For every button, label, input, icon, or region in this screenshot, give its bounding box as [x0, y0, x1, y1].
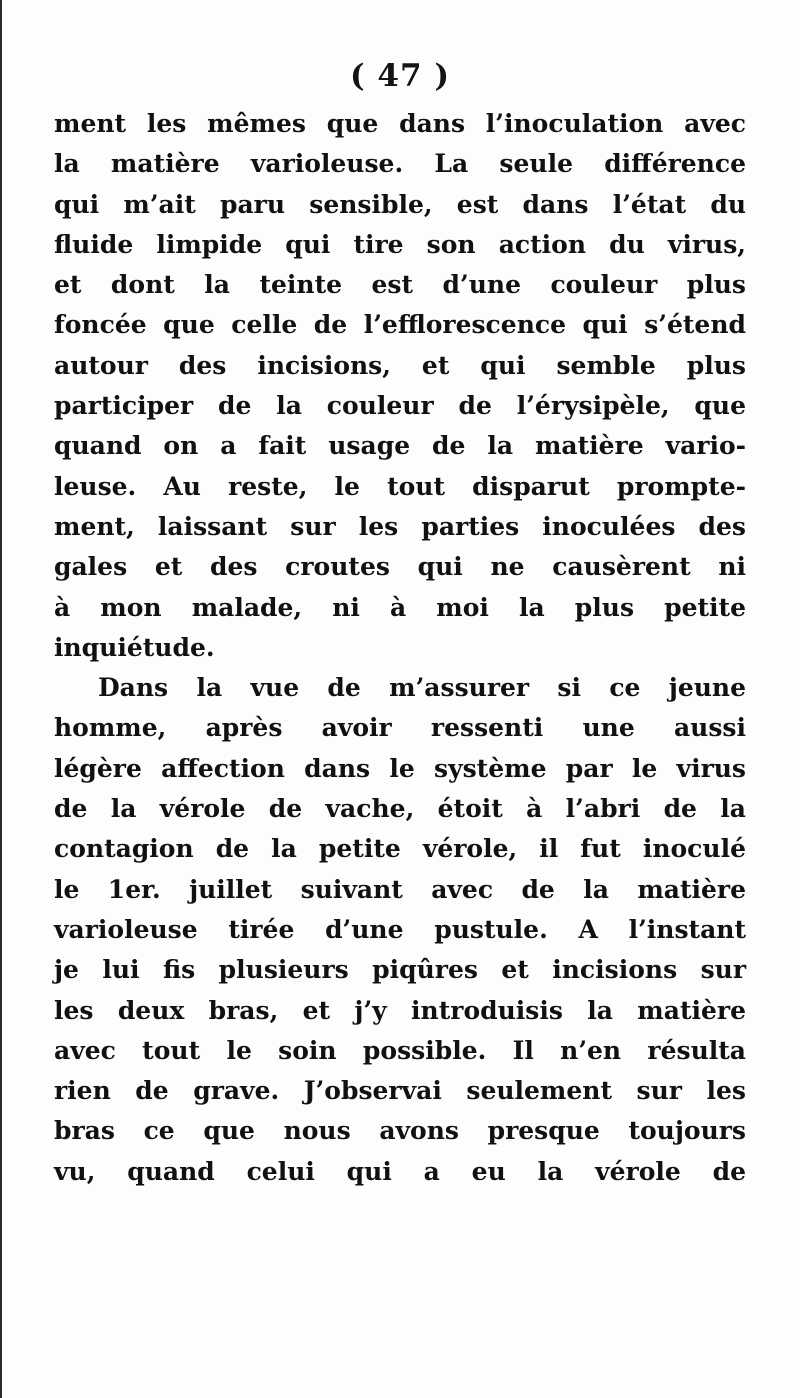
text-line: ment les mêmes que dans l’inoculation avec	[54, 109, 746, 138]
text-line: le 1er. juillet suivant avec de la matière	[54, 874, 746, 904]
text-line: Dans la vue de m’assurer si ce jeune	[98, 673, 746, 703]
text-line: gales et des croutes qui ne causèrent ni	[54, 552, 746, 582]
text-line: autour des incisions, et qui semble plus	[54, 350, 746, 380]
text-line: légère affection dans le système par le virus	[54, 753, 746, 783]
text-line: bras ce que nous avons presque toujours	[54, 1116, 746, 1146]
text-line: quand on a fait usage de la matière vario-	[54, 431, 746, 461]
text-line: la matière varioleuse. La seule différence	[54, 149, 746, 179]
text-line: de la vérole de vache, étoit à l’abri de la	[54, 794, 746, 824]
text-line: homme, après avoir ressenti une aussi	[54, 713, 746, 743]
text-line: fluide limpide qui tire son action du virus,	[54, 229, 746, 259]
text-line: qui m’ait paru sensible, est dans l’état du	[54, 189, 746, 219]
text-line: leuse. Au reste, le tout disparut prompte-	[54, 471, 746, 501]
text-line: rien de grave. J’observai seulement sur les	[54, 1076, 746, 1106]
text-line: à mon malade, ni à moi la plus petite	[54, 592, 746, 622]
page-number: ( 47 )	[349, 58, 451, 94]
text-line: foncée que celle de l’efflorescence qui s’étend	[54, 310, 746, 340]
text-line: avec tout le soin possible. Il n’en résulta	[54, 1035, 746, 1065]
text-line: ment, laissant sur les parties inoculées des	[54, 511, 746, 541]
text-line: je lui fis plusieurs piqûres et incisions sur	[54, 955, 746, 985]
body-text	[54, 104, 746, 1192]
text-line: varioleuse tirée d’une pustule. A l’instant	[54, 914, 746, 944]
text-line: participer de la couleur de l’érysipèle, que	[54, 391, 746, 421]
text-line: inquiétude.	[54, 632, 215, 662]
scan-edge	[0, 0, 2, 1398]
text-line: contagion de la petite vérole, il fut inoculé	[54, 834, 746, 864]
text-line: vu, quand celui qui a eu la vérole de	[54, 1156, 746, 1186]
text-line: les deux bras, et j’y introduisis la matière	[54, 995, 746, 1025]
text-line: et dont la teinte est d’une couleur plus	[54, 270, 746, 300]
